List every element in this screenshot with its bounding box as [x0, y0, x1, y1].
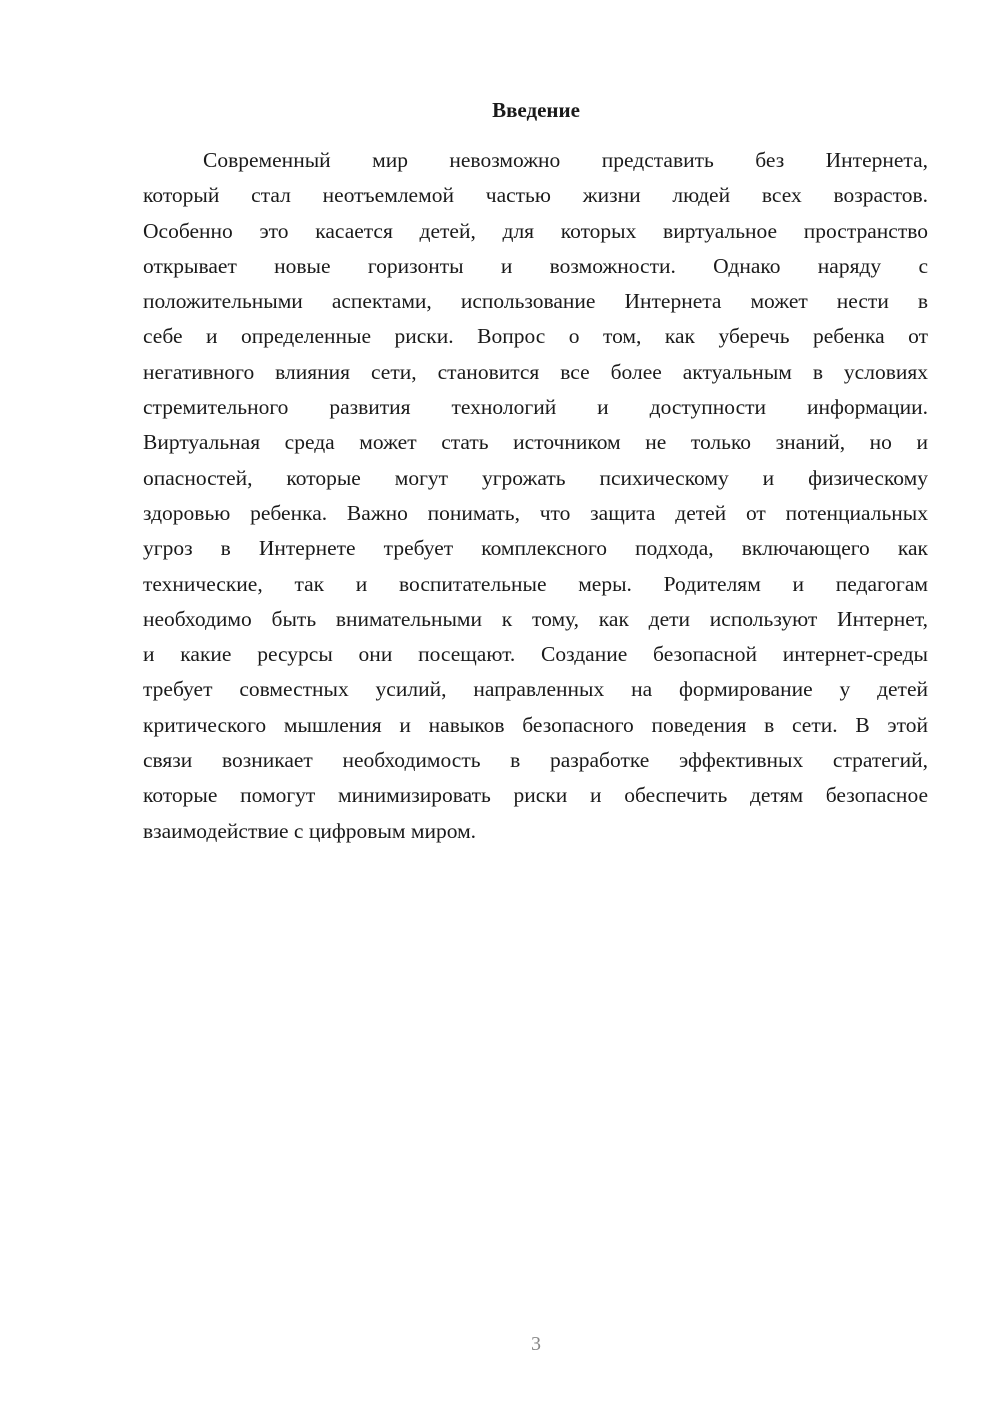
- text-line: связи возникает необходимость в разработке эффективных стратегий,: [143, 748, 928, 773]
- text-line: и какие ресурсы они посещают. Создание безопасной интернет-среды: [143, 642, 928, 667]
- text-line: Виртуальная среда может стать источником не только знаний, но и: [143, 430, 928, 455]
- text-line: Современный мир невозможно представить без Интернета,: [203, 148, 928, 172]
- text-line: требует совместных усилий, направленных на формирование у детей: [143, 677, 928, 702]
- text-line: критического мышления и навыков безопасного поведения в сети. В этой: [143, 712, 928, 737]
- text-line: стремительного развития технологий и доступности информации.: [143, 395, 928, 420]
- text-line: угроз в Интернете требует комплексного подхода, включающего как: [143, 536, 928, 561]
- page-number: 3: [531, 1333, 541, 1355]
- text-line: необходимо быть внимательными к тому, как дети используют Интернет,: [143, 606, 928, 631]
- text-line: Особенно это касается детей, для которых виртуальное пространство: [143, 218, 928, 243]
- text-line: которые помогут минимизировать риски и обеспечить детям безопасное: [143, 783, 928, 808]
- section-title: Введение: [492, 98, 580, 122]
- paragraph: [143, 143, 928, 849]
- text-line: опасностей, которые могут угрожать психическому и физическому: [143, 465, 928, 490]
- text-line: который стал неотъемлемой частью жизни людей всех возрастов.: [143, 183, 928, 208]
- text-line: взаимодействие с цифровым миром.: [143, 818, 477, 843]
- text-line: положительными аспектами, использование Интернета может нести в: [143, 289, 928, 314]
- text-line: негативного влияния сети, становится все более актуальным в условиях: [143, 359, 928, 384]
- text-line: открывает новые горизонты и возможности. Однако наряду с: [143, 253, 928, 278]
- text-line: технические, так и воспитательные меры. Родителям и педагогам: [143, 571, 928, 596]
- text-line: себе и определенные риски. Вопрос о том, как уберечь ребенка от: [143, 324, 928, 349]
- text-line: здоровью ребенка. Важно понимать, что защита детей от потенциальных: [143, 500, 928, 525]
